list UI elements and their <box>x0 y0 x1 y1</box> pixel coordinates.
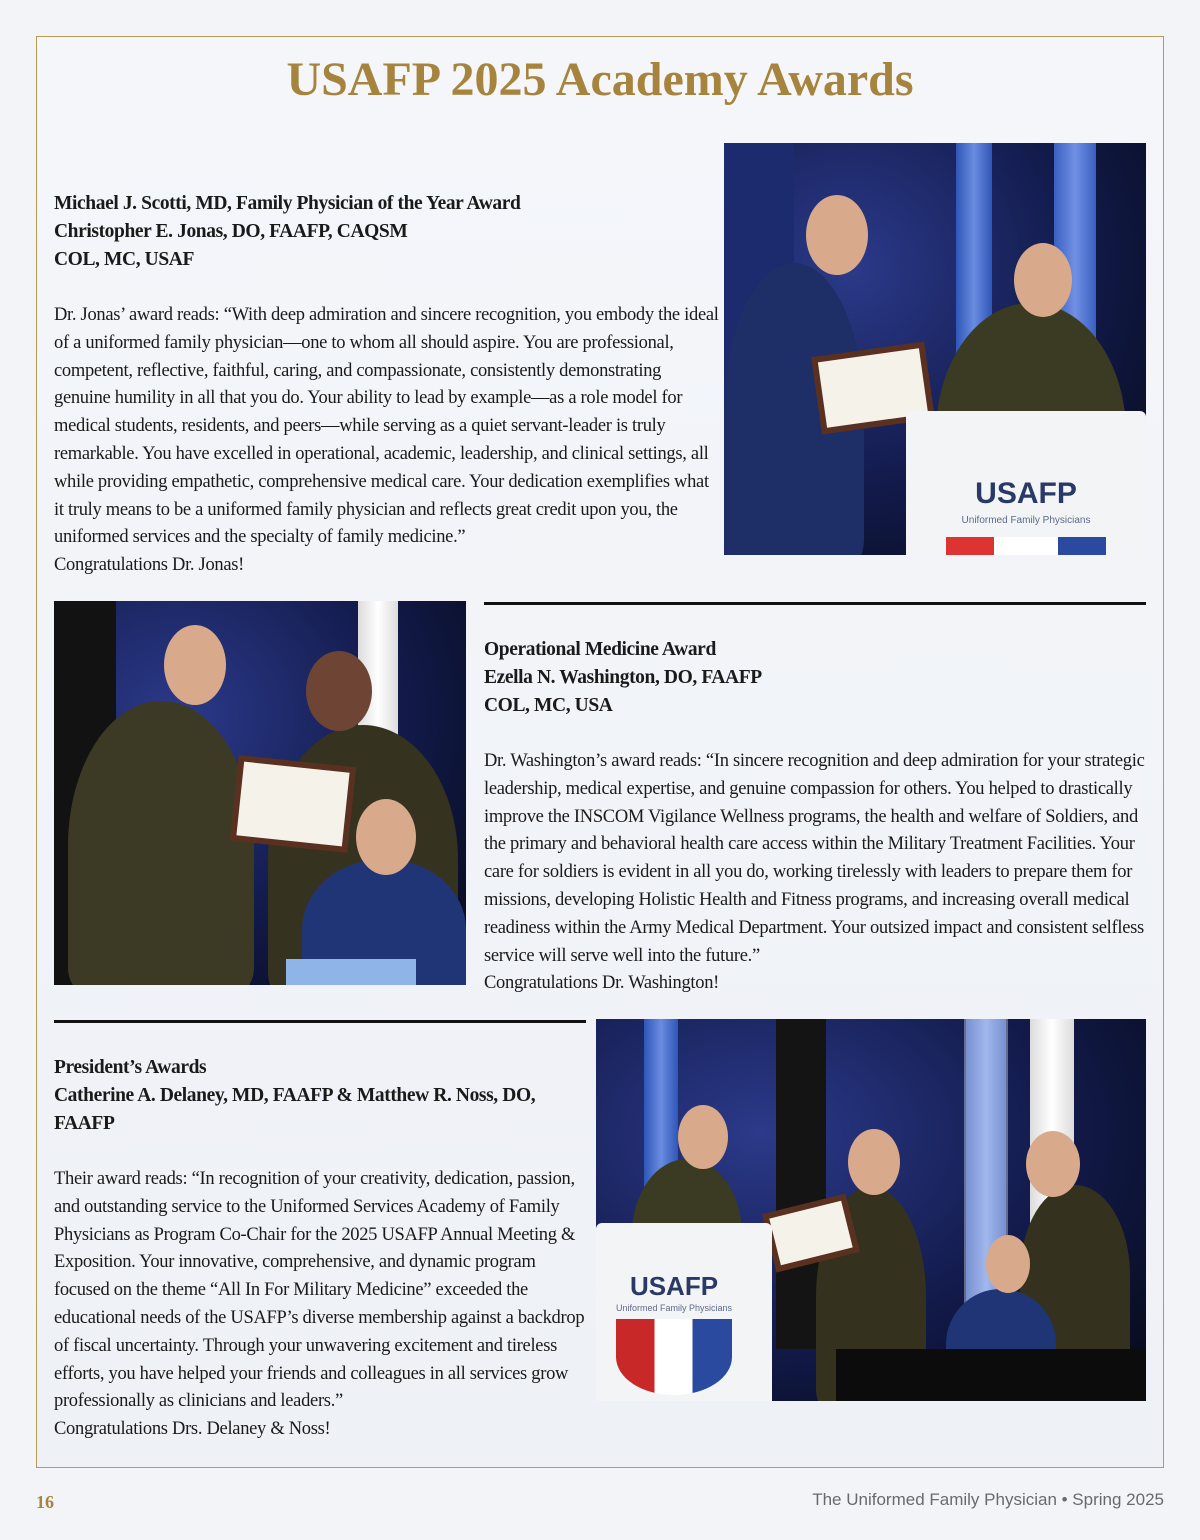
award-closing: Congratulations Dr. Washington! <box>484 973 720 994</box>
award-section-washington <box>484 636 1146 998</box>
award-closing: Congratulations Drs. Delaney & Noss! <box>54 1419 331 1440</box>
award-heading <box>484 636 1146 720</box>
recipient-name: Catherine A. Delaney, MD, FAAFP & Matthew R. Noss, DO, <box>54 1085 536 1106</box>
photo-presidents-award <box>596 1019 1146 1401</box>
award-text <box>484 748 1146 998</box>
photo-jonas-award <box>724 143 1146 555</box>
page-title: USAFP 2025 Academy Awards <box>286 53 914 106</box>
award-section-presidents <box>54 1054 590 1444</box>
podium-subtitle: Uniformed Family Physicians <box>961 515 1091 526</box>
recipient-name: Christopher E. Jonas, DO, FAAFP, CAQSM <box>54 221 408 242</box>
award-citation: Dr. Jonas’ award reads: “With deep admiration and sincere recognition, you embody the ideal of a uniformed family physician—one to whom all should aspire. You are professional, competent, reflective, faithful, caring, and compassionate, consistently demonstrating genuine humility in all that you do. Your ability to lead by example—as a role model for medical students, residents, and peers—while serving as a quiet servant-leader is truly remarkable. You have excelled in operational, academic, leadership, and clinical settings, all while providing empathetic, comprehensive medical care. Your dedication exemplifies what it truly means to be a uniformed family physician and reflects great credit upon you, the uniformed services and the specialty of family medicine.” <box>54 305 719 548</box>
section-divider <box>54 1020 586 1023</box>
award-text <box>54 1166 590 1444</box>
recipient-name-continued: FAAFP <box>54 1113 115 1134</box>
publication-footer: The Uniformed Family Physician • Spring 2025 <box>812 1490 1164 1509</box>
podium-logo: USAFP <box>629 1271 719 1301</box>
podium-subtitle: Uniformed Family Physicians <box>615 1303 733 1313</box>
recipient-rank: COL, MC, USA <box>484 695 613 716</box>
award-text <box>54 302 720 580</box>
award-citation: Dr. Washington’s award reads: “In sincere recognition and deep admiration for your strategic leadership, medical expertise, and genuine compassion for others. You helped to drastically improve the INSCOM Vigilance Wellness programs, the health and welfare of Soldiers, and the primary and behavioral health care access within the Military Treatment Facilities. Your care for soldiers is evident in all you do, working tirelessly with leaders to prepare them for missions, developing Holistic Health and Fitness programs, and increasing overall medical readiness within the Army Medical Department. Your outsized impact and consistent selfless service will serve well into the future.” <box>484 751 1145 966</box>
award-citation: Their award reads: “In recognition of your creativity, dedication, passion, and outstanding service to the Uniformed Services Academy of Family Physicians as Program Co-Chair for the 2025 USAFP Annual Meeting & Exposition. Your innovative, comprehensive, and dynamic program focused on the theme “All In For Military Medicine” exceeded the educational needs of the USAFP’s diverse membership against a backdrop of fiscal uncertainty. Through your unwavering excitement and tireless efforts, you have helped your friends and colleagues in all services grow professionally as clinicians and leaders.” <box>54 1169 585 1412</box>
award-closing: Congratulations Dr. Jonas! <box>54 555 245 576</box>
podium-logo: USAFP <box>975 477 1077 510</box>
award-section-jonas <box>54 190 720 580</box>
page-number: 16 <box>36 1492 54 1512</box>
recipient-rank: COL, MC, USAF <box>54 249 194 270</box>
award-heading <box>54 190 720 274</box>
recipient-name: Ezella N. Washington, DO, FAAFP <box>484 667 762 688</box>
photo-washington-award <box>54 601 466 985</box>
award-name: Michael J. Scotti, MD, Family Physician of the Year Award <box>54 193 521 214</box>
award-name: President’s Awards <box>54 1057 207 1078</box>
award-name: Operational Medicine Award <box>484 639 716 660</box>
award-heading <box>54 1054 590 1138</box>
section-divider <box>484 602 1146 605</box>
